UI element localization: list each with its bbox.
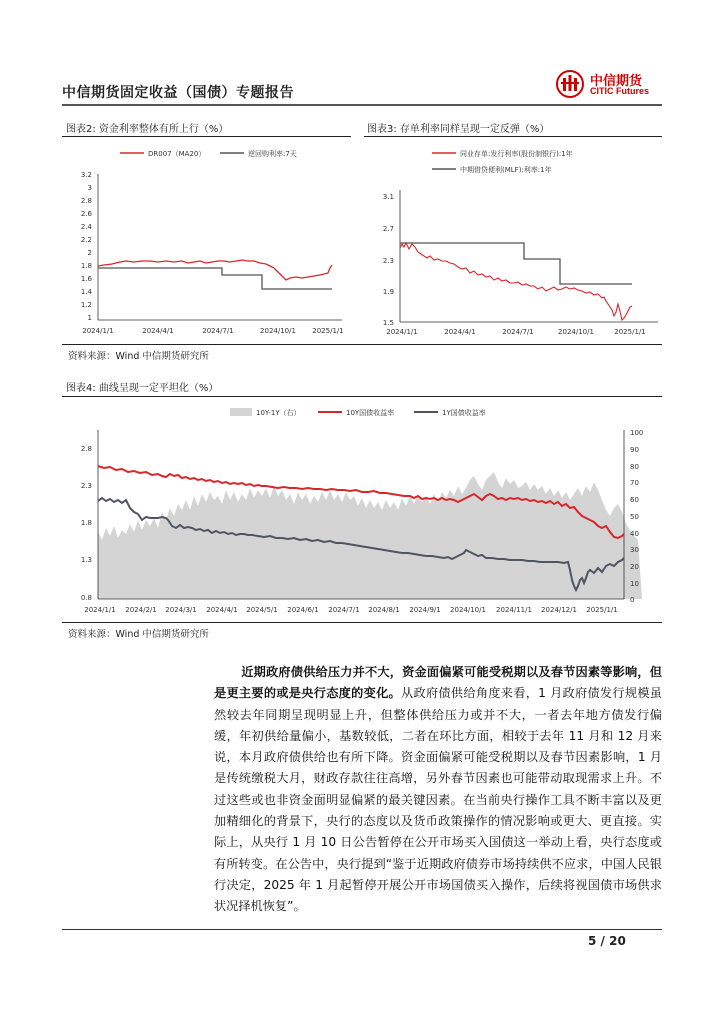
fig3-xtick: 2024/7/1 — [502, 328, 534, 336]
fig4-xtick: 2024/8/1 — [368, 606, 400, 614]
fig4-xtick: 2024/7/1 — [328, 606, 360, 614]
fig3-chart — [364, 140, 662, 340]
fig3-ytick: 1.9 — [382, 288, 394, 296]
fig2-ytick: 2.4 — [80, 223, 92, 231]
fig4-ytick-left: 2.8 — [80, 445, 92, 453]
fig3-x-axis — [386, 328, 645, 336]
fig2-legend-label-1: DR007（MA20） — [148, 150, 206, 158]
fig2-line-dr007 — [98, 260, 332, 280]
fig3-xtick: 2025/1/1 — [614, 328, 646, 336]
citic-logo-icon — [556, 70, 584, 98]
fig2-xtick: 2025/1/1 — [312, 327, 344, 335]
fig3-ytick: 2.7 — [382, 225, 394, 233]
fig4-ytick-left: 1.8 — [80, 519, 92, 527]
fig4-xtick: 2024/3/1 — [165, 606, 197, 614]
fig2-ytick: 1.6 — [80, 275, 92, 283]
fig4-xtick: 2025/1/1 — [586, 606, 618, 614]
fig2-ytick: 1.8 — [80, 262, 92, 270]
fig2-y-axis — [81, 171, 93, 322]
header-divider — [62, 104, 662, 106]
fig2-ytick: 2.8 — [80, 197, 92, 205]
fig4-ytick-right: 30 — [630, 546, 639, 554]
fig2-rule — [62, 136, 351, 137]
body-paragraph — [214, 662, 662, 918]
fig4-ytick-right: 20 — [630, 563, 639, 571]
fig3-xtick: 2024/10/1 — [558, 328, 594, 336]
logo-cn-text: 中信期货 — [590, 74, 643, 89]
fig4-ytick-right: 100 — [630, 429, 644, 437]
fig4-ytick-right: 90 — [630, 446, 639, 454]
body-bold-lead: 近期政府债供给压力并不大，资金面偏紧可能受税期以及春节因素等影响，但是更主要的或是央行态度的变化。 — [214, 665, 662, 701]
body-text: 从政府债供给角度来看，1 月政府债发行规模虽然较去年同期呈现明显上升，但整体供给压力或并不大，一者去年地方债发行偏缓，年初供给量偏小，基数较低，二者在环比方面，相较于去年 11 月和 12 月来说，本月政府债供给也有所下降。资金面偏紧可能受税期以及春节因素影响，1 月是传统缴税大月，财政存款往往高增，另外春节因素也可能带动取现需求上升。不过这些或也非资金面明显偏紧的最关键因素。在当前央行操作工具不断丰富以及更加精细化的背景下，央行的态度以及货币政策操作的情况影响或更大、更直接。实际上，从央行 1 月 10 日公告暂停在公开市场买入国债这一举动上看，央行态度或有所转变。在公告中，央行提到“鉴于近期政府债券市场持续供不应求，中国人民银行决定，2025 年 1 月起暂停开展公开市场国债买入操作，后续将视国债市场供求状况择机恢复”。 — [214, 686, 662, 914]
fig2-xtick: 2024/4/1 — [142, 327, 174, 335]
fig4-xtick: 2024/5/1 — [246, 606, 278, 614]
fig2-x-axis — [82, 327, 343, 335]
fig4-xtick: 2024/9/1 — [409, 606, 441, 614]
report-title: 中信期货固定收益（国债）专题报告 — [62, 85, 294, 101]
fig3-xtick: 2024/1/1 — [386, 328, 418, 336]
fig4-legend-label-1: 10Y-1Y（右） — [256, 409, 301, 417]
fig4-y-axis-left — [81, 445, 92, 602]
fig2-ytick: 3.2 — [80, 171, 92, 179]
fig3-ytick: 3.1 — [382, 193, 394, 201]
fig4-rule — [62, 396, 662, 397]
fig4-x-axis — [84, 606, 617, 614]
fig2-ytick: 2.2 — [80, 236, 92, 244]
company-logo — [556, 70, 666, 100]
fig4-ytick-right: 40 — [630, 530, 639, 538]
fig4-ytick-right: 50 — [630, 513, 639, 521]
fig4-xtick: 2024/6/1 — [287, 606, 319, 614]
fig4-caption: 图表4: 曲线呈现一定平坦化（%） — [66, 383, 219, 394]
fig3-legend-label-2: 中期借贷便利(MLF):利率:1年 — [460, 166, 552, 174]
fig2-ytick: 1.4 — [80, 288, 92, 296]
footer-divider — [62, 929, 662, 930]
fig4-legend-label-3: 1Y国债收益率 — [442, 409, 486, 417]
fig4-ytick-left: 2.3 — [80, 482, 92, 490]
fig2-ytick: 1.2 — [80, 301, 92, 309]
fig3-line-ncd — [400, 243, 632, 320]
fig4-ytick-right: 70 — [630, 479, 639, 487]
fig2-ytick: 2 — [87, 249, 92, 257]
fig2-xtick: 2024/7/1 — [202, 327, 234, 335]
fig4-xtick: 2024/1/1 — [84, 606, 116, 614]
fig4-ytick-right: 0 — [630, 596, 635, 604]
fig4-xtick: 2024/12/1 — [541, 606, 577, 614]
fig2-xtick: 2024/1/1 — [82, 327, 114, 335]
fig3-caption: 图表3: 存单利率同样呈现一定反弹（%） — [367, 124, 550, 135]
fig2-caption: 图表2: 资金利率整体有所上行（%） — [66, 124, 229, 135]
fig2-xtick: 2024/10/1 — [260, 327, 296, 335]
fig3-legend-label-1: 同业存单:发行利率(股份制银行):1年 — [460, 150, 573, 158]
fig4-legend-label-2: 10Y国债收益率 — [346, 409, 395, 417]
fig4-xtick: 2024/10/1 — [450, 606, 486, 614]
fig4-ytick-left: 1.3 — [80, 556, 92, 564]
fig2-ytick: 1 — [87, 314, 92, 322]
figures-bottom-rule — [62, 344, 662, 345]
fig4-xtick: 2024/2/1 — [125, 606, 157, 614]
fig4-ytick-right: 10 — [630, 580, 639, 588]
fig2-legend-label-2: 逆回购利率:7天 — [248, 150, 297, 158]
fig4-legend-swatch-1 — [230, 408, 252, 416]
logo-en-text: CITIC Futures — [590, 86, 650, 96]
fig2-ytick: 2.6 — [80, 210, 92, 218]
fig3-rule — [364, 136, 662, 137]
source-note-2: 资料来源：Wind 中信期货研究所 — [68, 629, 209, 640]
fig3-ytick: 2.3 — [382, 257, 394, 265]
source-note-1: 资料来源：Wind 中信期货研究所 — [68, 351, 209, 362]
fig2-line-reverse-repo — [98, 268, 332, 289]
fig3-xtick: 2024/4/1 — [444, 328, 476, 336]
fig4-chart — [62, 400, 662, 622]
fig4-xtick: 2024/4/1 — [206, 606, 238, 614]
fig3-line-mlf — [400, 243, 632, 284]
fig4-ytick-right: 80 — [630, 463, 639, 471]
fig4-ytick-right: 60 — [630, 496, 639, 504]
fig4-bottom-rule — [62, 622, 662, 623]
page-number: 5 / 20 — [588, 934, 626, 948]
fig2-chart — [62, 140, 352, 340]
fig4-xtick: 2024/11/1 — [496, 606, 532, 614]
fig2-ytick: 3 — [87, 184, 92, 192]
fig4-ytick-left: 0.8 — [80, 594, 92, 602]
fig3-y-axis — [383, 193, 394, 327]
fig3-ytick: 1.5 — [382, 319, 394, 327]
